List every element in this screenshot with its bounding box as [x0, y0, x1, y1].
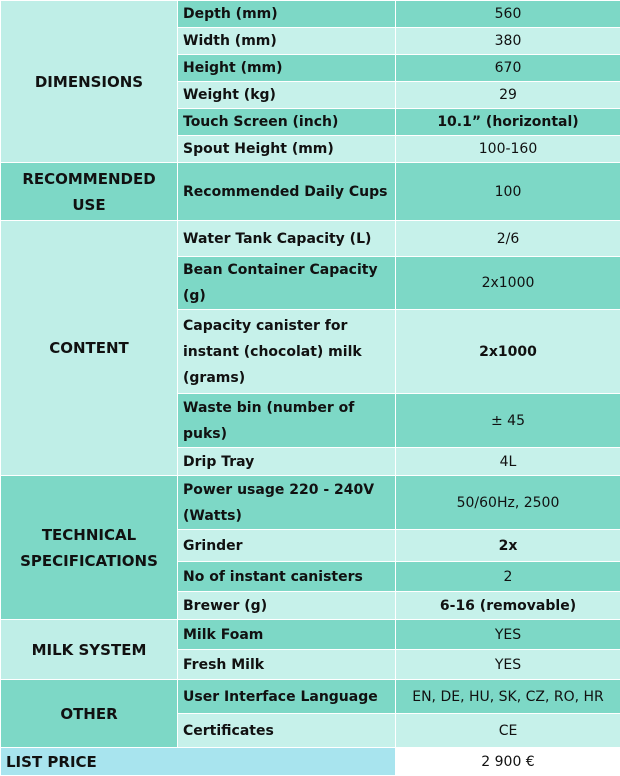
row-value-water-tank: 2/6 — [396, 221, 620, 257]
row-value-ui-language: EN, DE, HU, SK, CZ, RO, HR — [396, 680, 620, 714]
row-value-instant-canisters: 2 — [396, 562, 620, 592]
list-price-value: 2 900 € — [396, 748, 620, 776]
row-value-height: 670 — [396, 55, 620, 82]
row-label-waste-bin: Waste bin (number of puks) — [178, 394, 396, 448]
row-label-width: Width (mm) — [178, 28, 396, 55]
row-label-fresh-milk: Fresh Milk — [178, 650, 396, 680]
row-value-weight: 29 — [396, 82, 620, 109]
row-label-bean-container: Bean Container Capacity (g) — [178, 257, 396, 310]
section-recommended-use: RECOMMENDED USE — [1, 163, 178, 221]
row-value-canister-capacity: 2x1000 — [396, 310, 620, 394]
section-milk-system: MILK SYSTEM — [1, 620, 178, 680]
row-value-power: 50/60Hz, 2500 — [396, 476, 620, 530]
row-value-spout-height: 100-160 — [396, 136, 620, 163]
row-label-instant-canisters: No of instant canisters — [178, 562, 396, 592]
table-row — [1, 163, 620, 221]
table-row — [1, 1, 620, 28]
table-row — [1, 620, 620, 650]
row-value-brewer: 6-16 (removable) — [396, 592, 620, 620]
row-value-certificates: CE — [396, 714, 620, 748]
row-label-brewer: Brewer (g) — [178, 592, 396, 620]
row-label-depth: Depth (mm) — [178, 1, 396, 28]
row-label-spout-height: Spout Height (mm) — [178, 136, 396, 163]
row-label-touch-screen: Touch Screen (inch) — [178, 109, 396, 136]
row-value-depth: 560 — [396, 1, 620, 28]
list-price-label: LIST PRICE — [1, 748, 396, 776]
section-content: CONTENT — [1, 221, 178, 476]
row-label-power: Power usage 220 - 240V (Watts) — [178, 476, 396, 530]
row-value-fresh-milk: YES — [396, 650, 620, 680]
row-value-touch-screen: 10.1” (horizontal) — [396, 109, 620, 136]
table-row — [1, 476, 620, 530]
row-label-drip-tray: Drip Tray — [178, 448, 396, 476]
row-value-waste-bin: ± 45 — [396, 394, 620, 448]
section-technical: TECHNICAL SPECIFICATIONS — [1, 476, 178, 620]
row-value-width: 380 — [396, 28, 620, 55]
row-label-ui-language: User Interface Language — [178, 680, 396, 714]
row-value-bean-container: 2x1000 — [396, 257, 620, 310]
section-dimensions: DIMENSIONS — [1, 1, 178, 163]
table-row — [1, 748, 620, 776]
row-label-water-tank: Water Tank Capacity (L) — [178, 221, 396, 257]
row-label-grinder: Grinder — [178, 530, 396, 562]
row-label-milk-foam: Milk Foam — [178, 620, 396, 650]
row-label-height: Height (mm) — [178, 55, 396, 82]
section-other: OTHER — [1, 680, 178, 748]
row-label-canister-capacity: Capacity canister for instant (chocolat) milk (grams) — [178, 310, 396, 394]
table-row — [1, 680, 620, 714]
row-label-weight: Weight (kg) — [178, 82, 396, 109]
row-label-daily-cups: Recommended Daily Cups — [178, 163, 396, 221]
row-value-grinder: 2x — [396, 530, 620, 562]
row-label-certificates: Certificates — [178, 714, 396, 748]
row-value-drip-tray: 4L — [396, 448, 620, 476]
table-row — [1, 221, 620, 257]
row-value-milk-foam: YES — [396, 620, 620, 650]
row-value-daily-cups: 100 — [396, 163, 620, 221]
